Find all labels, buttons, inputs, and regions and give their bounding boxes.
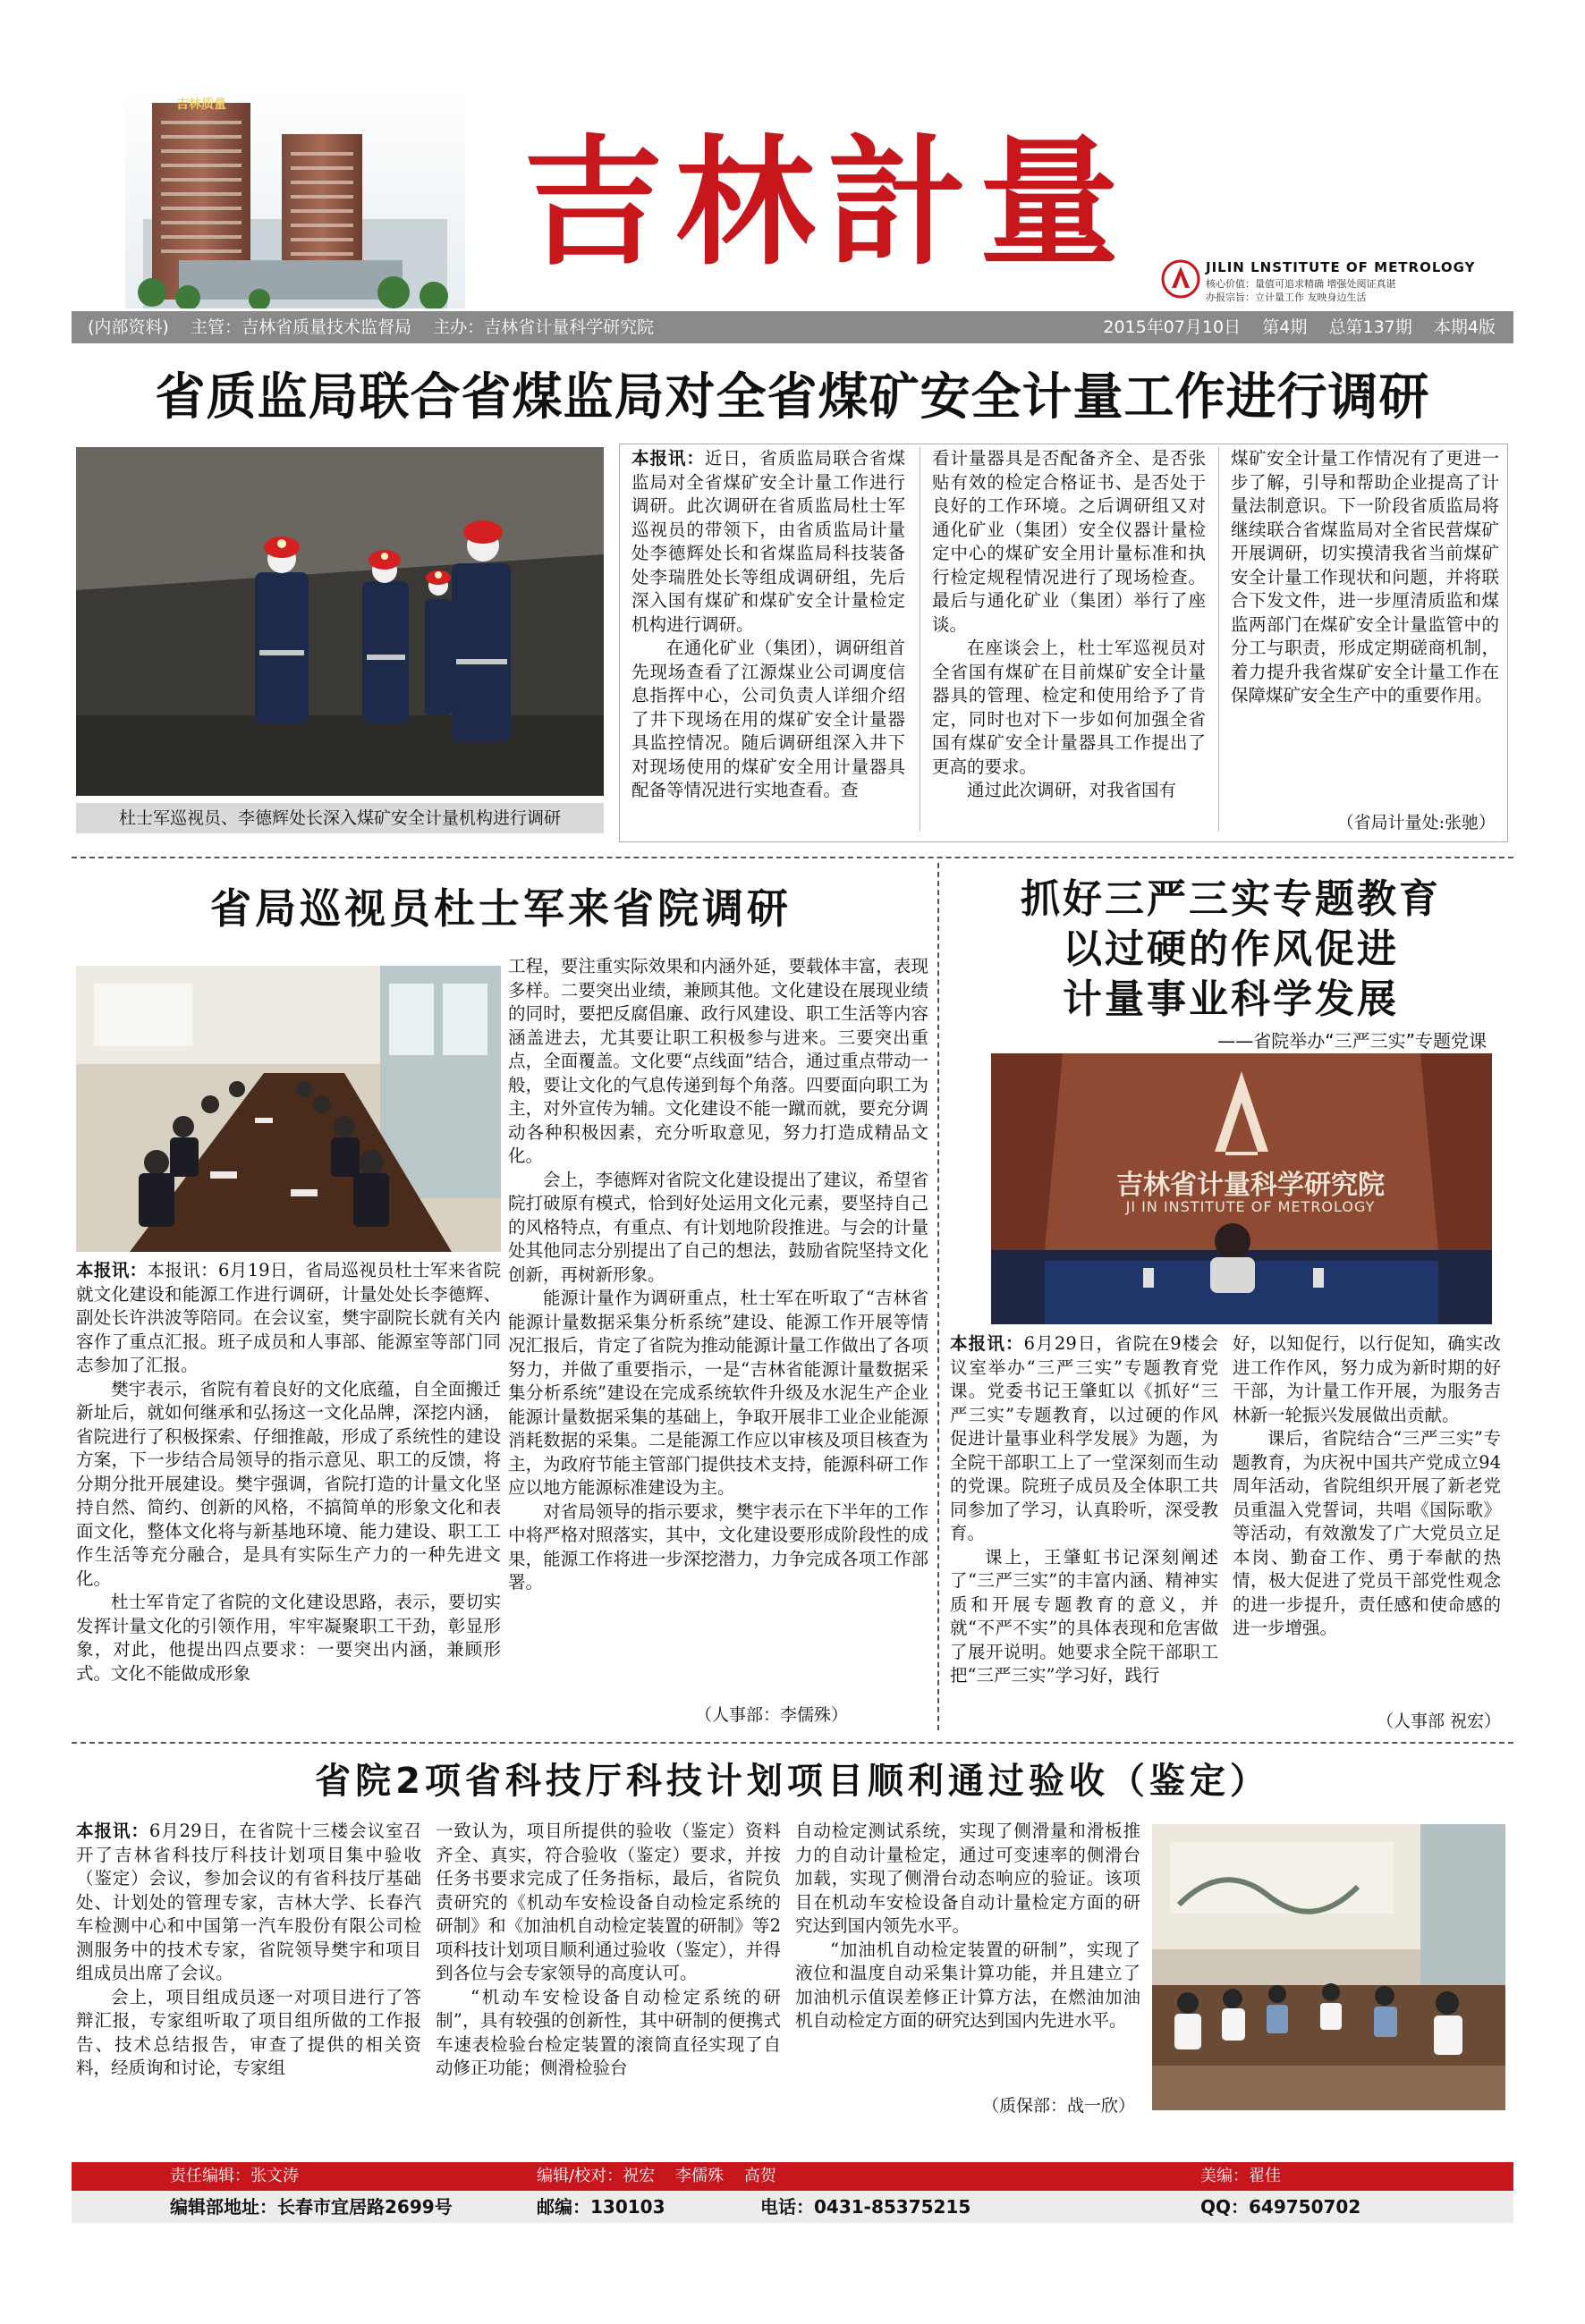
footer-address-value: 长春市宜居路2699号 [277, 2196, 453, 2218]
article4-col1 [76, 1820, 421, 2081]
article3-col1-p1: 6月29日，省院在9楼会议室举办“三严三实”专题教育党课。党委书记王肇虹以《抓好“三严三实”专题教育，以过硬的作风促进计量事业科学发展》为题，为全院干部职工上了一堂深刻而生动的党课。院班子成员及全体职工共同参加了学习，认真聆听，深受教育。 [950, 1333, 1218, 1543]
institute-english-name: JILIN LNSTITUTE OF METROLOGY [1206, 259, 1476, 275]
info-bar [72, 311, 1513, 343]
article2-col2-p4: 对省局领导的指示要求，樊宇表示在下半年的工作中将严格对照落实，其中，文化建设要形成阶段性的成果，能源工作将进一步深挖潜力，力争完成各项工作部署。 [508, 1500, 928, 1593]
section-separator-2 [72, 1742, 1513, 1744]
info-bar-right: 2015年07月10日 第4期 总第137期 本期4版 [1103, 317, 1496, 337]
article4-col1-p1: 6月29日，在省院十三楼会议室召开了吉林省科技厅科技计划项目集中验收（鉴定）会议，参加会议的有省科技厅基础处、计划处的管理专家，吉林大学、长春汽车检测中心和中国第一汽车股份有限公司检测服务中的技术专家，省院领导樊宇和项目组成员出席了会议。 [76, 1821, 421, 1983]
article4-col1-p2: 会上，项目组成员逐一对项目进行了答辩汇报，专家组听取了项目组所做的工作报告、技术总结报告，审查了提供的相关资料，经质询和讨论，专家组 [76, 1986, 421, 2078]
article3-photo-sign-en: JI IN INSTITUTE OF METROLOGY [1125, 1198, 1376, 1215]
article3-photo-sign-cn: 吉林省计量科学研究院 [1116, 1170, 1385, 1201]
section-separator-1 [72, 857, 1513, 858]
article2-col2-p3: 能源计量作为调研重点，杜士军在听取了“吉林省能源计量数据采集分析系统”建设、能源工作开展等情况汇报后，肯定了省院为推动能源计量工作做出了各项努力，并做了重要指示，一是“吉林省能源计量数据采集分析系统”建设在完成系统软件升级及水泥生产企业能源计量数据采集的基础上，争取开展非工业企业能源消耗数据的采集。二是能源工作应以审核及项目核查为主，为政府节能主管部门提供技术支持，能源科研工作应以地方能源标准建设为主。 [508, 1288, 928, 1498]
article1-col2-p3: 通过此次调研，对我省国有 [967, 780, 1177, 800]
article1-col1-p1: 近日，省质监局联合省煤监局对全省煤矿安全计量工作进行调研。此次调研在省质监局杜士军巡视员的带领下，由省质监局计量处李德辉处长和省煤监局科技装备处李瑞胜处长等组成调研组，先后深入国有煤矿和煤矿安全计量检定机构进行调研。 [631, 448, 905, 635]
article3-subtitle: ——省院举办“三严三实”专题党课 [1217, 1030, 1487, 1052]
article4-lead-label: 本报讯： [76, 1821, 149, 1841]
footer-phone-value: 0431-85375215 [814, 2196, 971, 2218]
article3-headline-line3: 计量事业科学发展 [1063, 976, 1399, 1022]
footer-address-label: 编辑部地址： [170, 2196, 277, 2218]
article2-col2-p1: 工程，要注重实际效果和内涵外延，要载体丰富，表现多样。二要突出业绩，兼顾其他。文化建设在展现业绩的同时，要把反腐倡廉、政行风建设、职工生活等内容涵盖进去，尤其要让职工积极参与进来。三要突出重点，全面覆盖。文化要“点线面”结合，通过重点带动一般，要让文化的气息传递到每个角落。四要面向职工为主，对外宣传为辅。文化建设不能一蹴而就，要充分调动各种积极因素，充分听取意见，努力打造成精品文化。 [508, 956, 928, 1166]
article1-credit: （省局计量处:张驰） [1336, 813, 1496, 832]
article4-col2-p2: “机动车安检设备自动检定系统的研制”，具有较强的创新性，其中研制的便携式车速表检验台检定装置的滚筒直径实现了自动修正功能；侧滑检验台 [436, 1986, 781, 2078]
footer-qq-label: QQ： [1200, 2196, 1250, 2218]
article2-col1-p3: 杜士军肯定了省院的文化建设思路，表示，要切实发挥计量文化的引领作用，牢牢凝聚职工干劲，彰显形象，对此，他提出四点要求：一要突出内涵，兼顾形式。文化不能做成形象 [76, 1592, 501, 1684]
article4-col2-p1: 一致认为，项目所提供的验收（鉴定）资料齐全、真实，符合验收（鉴定）要求，并按任务书要求完成了任务指标，最后，省院负责研究的《机动车安检设备自动检定系统的研制》和《加油机自动检定装置的研制》等2项科技计划项目顺利通过验收（鉴定），并得到各位与会专家领导的高度认可。 [436, 1821, 781, 1983]
article1-col3-p1: 煤矿安全计量工作情况有了更进一步了解，引导和帮助企业提高了计量法制意识。下一阶段省质监局将继续联合省煤监局对全省民营煤矿开展调研，切实摸清我省当前煤矿安全计量工作现状和问题，并将联合下发文件，进一步厘清质监和煤监两部门在煤矿安全计量监管中的分工与职责，形成定期磋商机制，着力提升我省煤矿安全计量工作在保障煤矿安全生产中的重要作用。 [1231, 448, 1499, 706]
article1-headline: 省质监局联合省煤监局对全省煤矿安全计量工作进行调研 [155, 368, 1430, 427]
article1-col3 [1231, 447, 1499, 708]
footer-postcode-value: 130103 [590, 2196, 665, 2218]
building-sign: 吉林质量 [176, 97, 226, 112]
article2-photo [76, 966, 501, 1252]
article4-credit: （质保部：战一欣） [981, 2096, 1135, 2116]
footer-postcode [537, 2191, 665, 2223]
article4-col3-p2: “加油机自动检定装置的研制”，实现了液位和温度自动采集计算功能，并且建立了加油机示值误差修正计算方法，在燃油加油机自动检定方面的研究达到国内先进水平。 [795, 1939, 1140, 2031]
section-separator-vertical [937, 863, 939, 1730]
footer-qq-value: 649750702 [1249, 2196, 1361, 2218]
article1-photo [76, 447, 604, 796]
footer-proof: 编辑/校对：祝宏 李儒殊 高贺 [537, 2167, 776, 2185]
article1-photo-caption: 杜士军巡视员、李德辉处长深入煤矿安全计量机构进行调研 [76, 803, 604, 833]
article4-col3 [795, 1820, 1140, 2033]
footer-phone-label: 电话： [760, 2196, 814, 2218]
article3-col2-p1: 好，以知促行，以行促知，确实改进工作作风，努力成为新时期的好干部，为计量工作开展，为服务吉林新一轮振兴发展做出贡献。 [1233, 1333, 1501, 1425]
article1-lead-label: 本报讯： [631, 448, 705, 469]
article2-col1-p1: 本报讯：6月19日，省局巡视员杜士军来省院就文化建设和能源工作进行调研，计量处处长李德辉、副处长许洪波等陪同。在会议室，樊宇副院长就有关内容作了重点汇报。班子成员和人事部、能源室等部门同志参加了汇报。 [76, 1260, 501, 1375]
article3-col2 [1233, 1332, 1501, 1641]
institute-values: 核心价值：量值可追求精确 增强处阅证真谌 [1206, 278, 1396, 290]
footer-qq [1200, 2191, 1360, 2223]
article2-lead-label: 本报讯： [76, 1260, 148, 1280]
footer-phone [760, 2191, 970, 2223]
masthead [0, 0, 1585, 308]
article3-lead-label: 本报讯： [950, 1333, 1024, 1354]
article1-col1-p2: 在通化矿业（集团），调研组首先现场查看了江源煤业公司调度信息指挥中心，公司负责人详细介绍了井下现场在用的煤矿安全计量器具监控情况。随后调研组深入井下对现场使用的煤矿安全用计量器具配备等情况进行实地查看。查 [631, 638, 905, 800]
article3-photo [991, 1053, 1492, 1324]
article3-col1-p2: 课上，王肇虹书记深刻阐述了“三严三实”的丰富内涵、精神实质和开展专题教育的意义，并就“不严不实”的具体表现和危害做了展开说明。她要求全院干部职工把“三严三实”学习好，践行 [950, 1546, 1218, 1686]
article2-col2-p2: 会上，李德辉对省院文化建设提出了建议，希望省院打破原有模式，恰到好处运用文化元素，要坚持自己的风格特点，有重点、有计划地阶段推进。与会的计量处其他同志分别提出了自己的想法，鼓励省院坚持文化创新，再树新形象。 [508, 1169, 928, 1285]
article1-col2 [932, 447, 1206, 803]
institute-logo-icon [1161, 259, 1200, 299]
footer-staff-bar [72, 2162, 1513, 2191]
article2-col2 [508, 955, 928, 1595]
article4-headline: 省院2项省科技厅科技计划项目顺利通过验收（鉴定） [315, 1761, 1270, 1802]
footer-editor: 责任编辑：张文涛 [170, 2167, 299, 2185]
article4-col3-p1: 自动检定测试系统，实现了侧滑量和滑板推力的自动计量检定，通过可变速率的侧滑台加载，实现了侧滑台动态响应的验证。该项目在机动车安检设备自动计量检定方面的研究达到国内领先水平。 [795, 1821, 1140, 1936]
article3-headline-line1: 抓好三严三实专题教育 [1021, 876, 1441, 922]
article2-col1 [76, 1259, 501, 1686]
article2-headline: 省局巡视员杜士军来省院调研 [210, 884, 792, 933]
footer-address [170, 2191, 453, 2223]
article2-col1-p2: 樊宇表示，省院有着良好的文化底蕴，自全面搬迁新址后，就如何继承和弘扬这一文化品牌，深挖内涵，省院进行了积极探索、仔细推敲，形成了系统性的建设方案，下一步结合局领导的指示意见、职工的反馈，将分期分批开展建设。樊宇强调，省院打造的计量文化坚持自然、简约、创新的风格，不搞简单的形象文化和表面文化，整体文化将与新基地环境、能力建设、职工工作生活等充分融合，是具有实际生产力的一种先进文化。 [76, 1378, 501, 1589]
article1-col2-p2: 在座谈会上，杜士军巡视员对全省国有煤矿在目前煤矿安全计量器具的管理、检定和使用给予了肯定，同时也对下一步如何加强全省国有煤矿安全计量器具工作提出了更高的要求。 [932, 638, 1206, 777]
building-illustration [125, 85, 465, 308]
article2-credit: （人事部：李儒殊） [694, 1705, 848, 1725]
institute-slogan: 办报宗旨：立计量工作 友映身边生活 [1206, 292, 1367, 303]
footer-contact-bar [72, 2191, 1513, 2223]
masthead-title: 吉林計量 [523, 122, 1132, 284]
footer-postcode-label: 邮编： [537, 2196, 590, 2218]
article4-photo [1152, 1824, 1505, 2110]
article3-col1 [950, 1332, 1218, 1688]
footer-art: 美编：翟佳 [1200, 2167, 1281, 2185]
article1-col2-p1: 看计量器具是否配备齐全、是否张贴有效的检定合格证书、是否处于良好的工作环境。之后调研组又对通化矿业（集团）安全仪器计量检定中心的煤矿安全用计量标准和执行检定规程情况进行了现场检查。最后与通化矿业（集团）举行了座谈。 [932, 448, 1206, 635]
article1-col-divider-2 [1218, 447, 1219, 832]
info-bar-left: (内部资料) 主管：吉林省质量技术监督局 主办：吉林省计量科学研究院 [88, 317, 655, 337]
article1-col1 [631, 447, 905, 803]
article4-col2 [436, 1820, 781, 2081]
article3-col2-p2: 课后，省院结合“三严三实”专题教育，为庆祝中国共产党成立94周年活动，省院组织开展了新老党员重温入党誓词，共唱《国际歌》等活动，有效激发了广大党员立足本岗、勤奋工作、勇于奉献的热情，极大促进了党员干部党性观念的进一步提升，责任感和使命感的进一步增强。 [1233, 1428, 1501, 1638]
article3-headline-line2: 以过硬的作风促进 [1063, 926, 1399, 972]
article3-credit: （人事部 祝宏） [1376, 1711, 1501, 1731]
